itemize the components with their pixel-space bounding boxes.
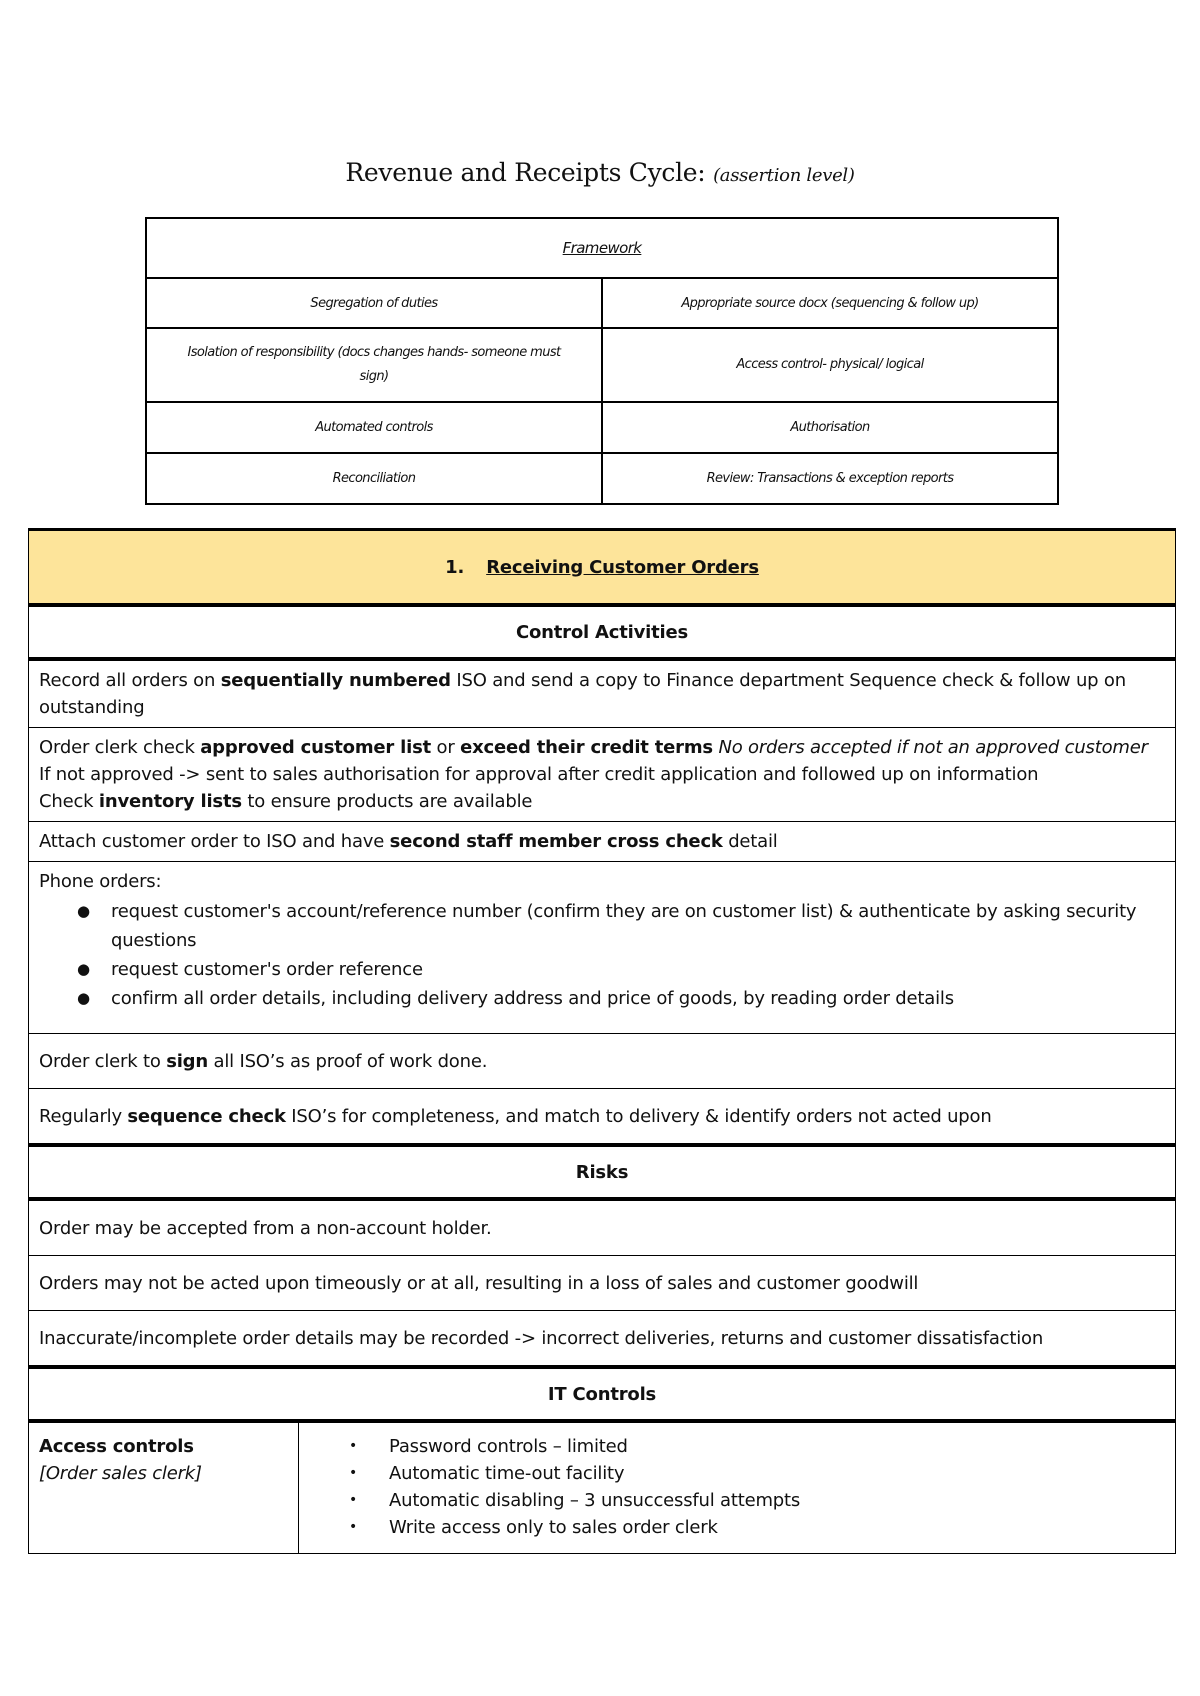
emphasis: sequence check bbox=[127, 1105, 286, 1127]
it-controls-heading: IT Controls bbox=[29, 1367, 1176, 1421]
bullet-icon: ● bbox=[77, 902, 90, 920]
control-activities-heading: Control Activities bbox=[29, 605, 1176, 659]
framework-cell: Authorisation bbox=[602, 402, 1058, 453]
list-item-text: Automatic time-out facility bbox=[389, 1463, 625, 1484]
it-controls-list-cell bbox=[299, 1421, 1176, 1554]
control-row bbox=[29, 1034, 1176, 1089]
it-controls-label: Access controls bbox=[39, 1436, 194, 1457]
emphasis: approved customer list bbox=[200, 737, 432, 758]
list-item bbox=[77, 984, 1165, 1013]
framework-cell: Reconciliation bbox=[146, 453, 602, 504]
list-item bbox=[77, 897, 1165, 955]
emphasis: second staff member cross check bbox=[389, 831, 723, 852]
italic-note: No orders accepted if not an approved customer bbox=[712, 737, 1148, 758]
bullet-icon: • bbox=[349, 1492, 358, 1508]
title-main: Revenue and Receipts Cycle: bbox=[345, 158, 706, 187]
emphasis: exceed their credit terms bbox=[460, 737, 713, 758]
phone-orders-intro: Phone orders: bbox=[39, 871, 162, 892]
list-item-text: Automatic disabling – 3 unsuccessful attempts bbox=[389, 1490, 801, 1511]
it-controls-label-cell bbox=[29, 1421, 299, 1554]
framework-table bbox=[145, 217, 1059, 505]
emphasis: inventory lists bbox=[98, 791, 242, 812]
framework-cell: Review: Transactions & exception reports bbox=[602, 453, 1058, 504]
framework-cell: Appropriate source docx (sequencing & follow up) bbox=[602, 278, 1058, 328]
bullet-icon: ● bbox=[77, 960, 90, 978]
text: Record all orders on bbox=[39, 670, 221, 691]
framework-cell: Segregation of duties bbox=[146, 278, 602, 328]
list-item-text: confirm all order details, including delivery address and price of goods, by reading order details bbox=[111, 988, 954, 1009]
framework-cell: Automated controls bbox=[146, 402, 602, 453]
emphasis: sequentially numbered bbox=[220, 670, 451, 691]
bullet-icon: • bbox=[349, 1519, 358, 1535]
bullet-icon: ● bbox=[77, 989, 90, 1007]
risk-row: Order may be accepted from a non-account holder. bbox=[29, 1199, 1176, 1256]
it-controls-sublabel: [Order sales clerk] bbox=[39, 1463, 202, 1484]
text: all ISO’s as proof of work done. bbox=[207, 1050, 488, 1072]
list-item bbox=[349, 1514, 1165, 1541]
list-item bbox=[77, 955, 1165, 984]
list-item-text: Password controls – limited bbox=[389, 1436, 628, 1457]
text: Check bbox=[39, 791, 99, 812]
text: If not approved -> sent to sales authorisation for approval after credit application and followed up on information bbox=[39, 764, 1039, 785]
framework-cell: Isolation of responsibility (docs changes hands- someone must sign) bbox=[146, 328, 602, 402]
text: ISO and send a copy to Finance department Sequence check & follow up on outstanding bbox=[39, 670, 1126, 718]
risks-heading: Risks bbox=[29, 1145, 1176, 1199]
text: to ensure products are available bbox=[241, 791, 533, 812]
text: detail bbox=[722, 831, 778, 852]
control-row bbox=[29, 728, 1176, 822]
text: Attach customer order to ISO and have bbox=[39, 831, 390, 852]
list-item bbox=[349, 1460, 1165, 1487]
text: Order clerk to bbox=[39, 1050, 167, 1072]
it-controls-list bbox=[309, 1433, 1165, 1541]
section-title: Receiving Customer Orders bbox=[486, 556, 759, 578]
text: Regularly bbox=[39, 1105, 128, 1127]
bullet-icon: • bbox=[349, 1465, 358, 1481]
text: or bbox=[431, 737, 461, 758]
list-item-text: request customer's account/reference number (confirm they are on customer list) & authenticate by asking security questions bbox=[111, 901, 1137, 951]
framework-header: Framework bbox=[146, 218, 1058, 278]
list-item-text: request customer's order reference bbox=[111, 959, 423, 980]
list-item bbox=[349, 1487, 1165, 1514]
risk-row: Inaccurate/incomplete order details may be recorded -> incorrect deliveries, returns and customer dissatisfaction bbox=[29, 1311, 1176, 1368]
framework-cell: Access control- physical/ logical bbox=[602, 328, 1058, 402]
control-row-phone-orders bbox=[29, 862, 1176, 1034]
control-row bbox=[29, 1089, 1176, 1146]
list-item-text: Write access only to sales order clerk bbox=[389, 1517, 718, 1538]
bullet-icon: • bbox=[349, 1438, 358, 1454]
title-sub: (assertion level) bbox=[713, 165, 855, 186]
list-item bbox=[349, 1433, 1165, 1460]
page-title bbox=[0, 158, 1200, 187]
section-heading bbox=[29, 530, 1176, 606]
control-row bbox=[29, 822, 1176, 862]
text: ISO’s for completeness, and match to delivery & identify orders not acted upon bbox=[285, 1105, 992, 1127]
controls-table bbox=[28, 528, 1176, 1554]
emphasis: sign bbox=[166, 1050, 208, 1072]
text: Order clerk check bbox=[39, 737, 201, 758]
risk-row: Orders may not be acted upon timeously or at all, resulting in a loss of sales and customer goodwill bbox=[29, 1256, 1176, 1311]
control-row bbox=[29, 659, 1176, 728]
section-number: 1. bbox=[445, 556, 465, 578]
phone-orders-list bbox=[39, 897, 1165, 1013]
